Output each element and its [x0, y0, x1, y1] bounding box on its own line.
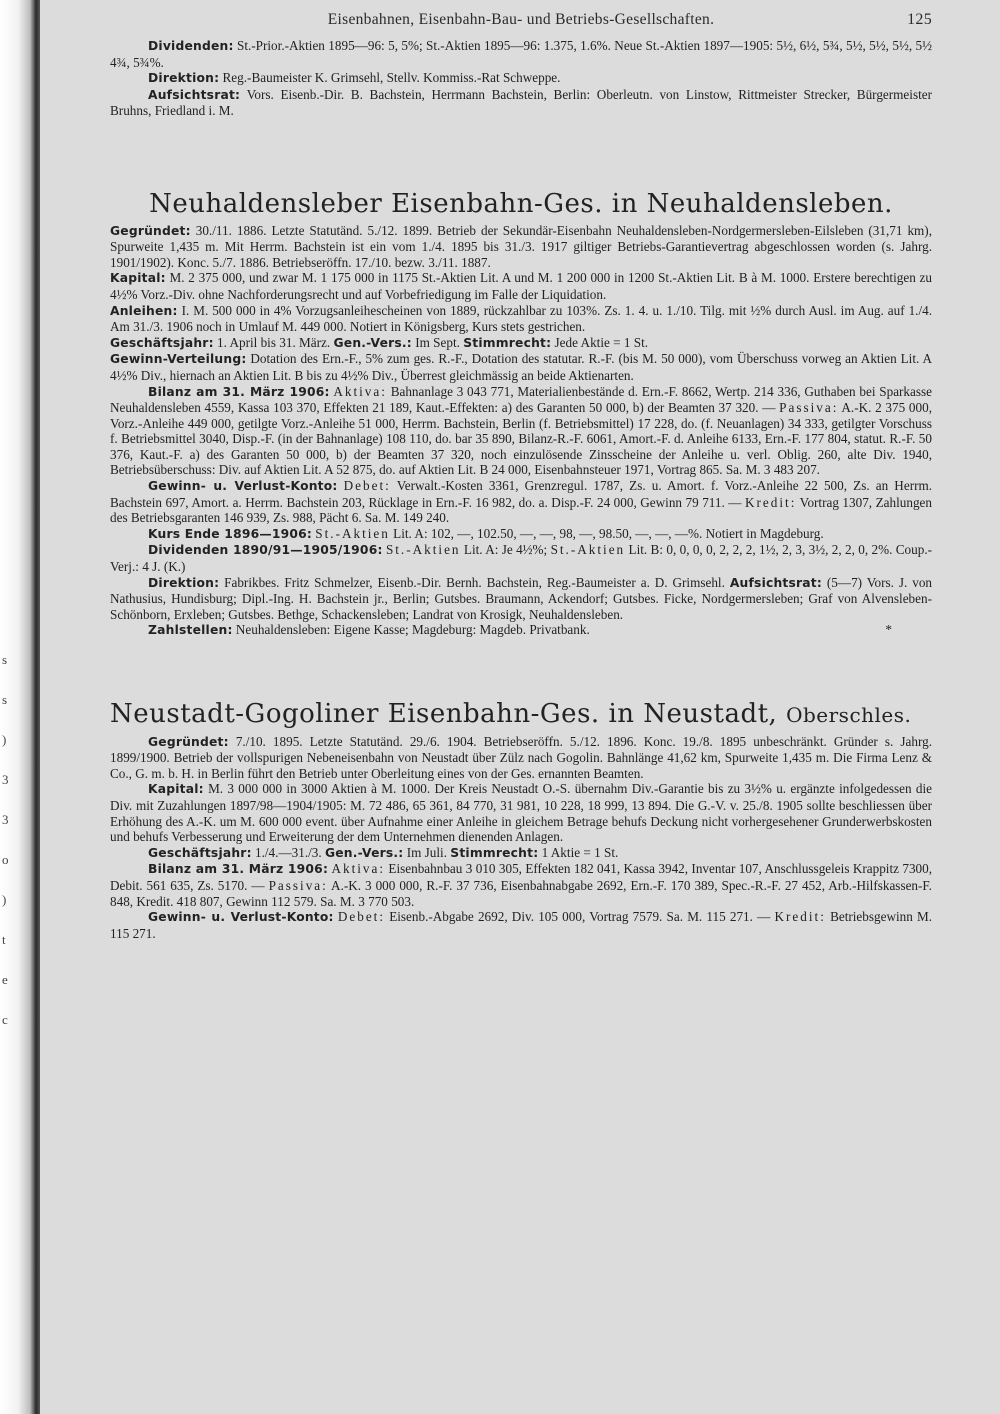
- field-text: Lit. B: 0, 0, 0, 0, 2, 2, 2, 1½, 2, 3, 3½, 2, 2, 0, 2%. Coup.-Verj.: 4 J. (K.): [110, 542, 933, 575]
- running-head-title: Eisenbahnen, Eisenbahn-Bau- und Betriebs-Gesellschaften.: [327, 11, 715, 28]
- edge-letter: c: [2, 1012, 8, 1027]
- zahlstellen: [110, 622, 932, 639]
- gegruendet: [110, 223, 932, 271]
- st-aktien-word: St.-Aktien: [550, 542, 626, 558]
- field-text: I. M. 500 000 in 4% Vorzugsanleihescheinen von 1889, rückzahlbar zu 103%. Zs. 1. 4. u. 1./10. Tilg. mit ½% durch Ausl. im Aug. auf 1./4. Am 31./3. 1906 noch in Umlauf M. 449 000. Notiert in Königsberg, Kurs stets gestrichen.: [110, 302, 933, 335]
- prev-aufsichtsrat: [110, 87, 932, 119]
- edge-letter: ): [2, 892, 7, 907]
- field-text: Lit. A: Je 4½%;: [463, 542, 548, 558]
- field-label: Gegründet:: [148, 734, 229, 749]
- edge-letter: ): [2, 732, 7, 747]
- field-text: Bahnanlage 3 043 771, Materialienbestände d. Ern.-F. 8662, Wertp. 214 336, Guthaben bei Sparkasse Neuhaldensleben 4559, Kassa 103 370, Effekten 21 189, Kaut.-Effekten: a) des Garanten 50 000, b) der Beamten 37 320. —: [110, 383, 932, 416]
- field-text: Eisenbahnbau 3 010 305, Effekten 182 041, Kassa 3942, Inventar 107, Anschlussgeleis Krappitz 7300, Debit. 561 635, Zs. 5170. —: [110, 861, 933, 893]
- field-label: Anleihen:: [110, 303, 178, 318]
- edge-letter: 3: [2, 772, 9, 787]
- gewinn-verlust-konto: [110, 909, 932, 941]
- field-text: 1./4.—31./3.: [255, 844, 322, 860]
- aktiva-word: Aktiva:: [333, 383, 387, 399]
- field-label: Kapital:: [148, 782, 204, 797]
- field-label: Dividenden:: [148, 39, 234, 53]
- kapital: [110, 270, 932, 302]
- edge-letter: 3: [2, 812, 9, 827]
- kapital: [110, 781, 932, 844]
- field-text: 1. April bis 31. März.: [217, 334, 331, 350]
- field-text: A.-K. 2 375 000, Vorz.-Anleihe 449 000, getilgte Vorz.-Anleihe 51 000, Herrm. Bachstein, Berlin (f. Betriebsmittel) 17 228, do. (f. Neuanlagen) 34 333, getilgter Vorschuss f. Betriebsmittel 3040, Disp.-F. (in der Bahnanlage) 108 110, do. bar 35 890, Bilanz-R.-F. 6061, Amort.-F. d. Anleihe 6133, Ern.-F. 177 804, statut. R.-F. 50 376, Kaut.-F. a) des Garanten 50 000, b) der Beamten 37 320, noch einzulösende Zinsscheine der Anleihe u. verl. Oblig. 260, alte Div. 1940, Betriebsüberschuss: Div. auf Aktien Lit. A 52 875, do. auf Aktien Lit. B 24 000, Eisenbahnsteuer 1971, Vortrag 865. Sa. M. 3 483 207.: [110, 400, 932, 478]
- field-text: Vortrag 1307, Zahlungen des Betriebsgaranten 146 939, Zs. 988, Pächt 6. Sa. M. 149 240.: [110, 494, 933, 526]
- field-label: Aufsichtsrat:: [729, 575, 822, 590]
- company-title-neustadt-gogolin: [110, 699, 932, 729]
- entry-neuhaldensleben: [110, 223, 932, 639]
- company-title-suffix: Oberschles.: [786, 703, 912, 727]
- field-label: Gen.-Vers.:: [333, 335, 412, 350]
- debet-word: Debet:: [337, 909, 385, 925]
- edge-letter: t: [2, 932, 6, 947]
- field-text: M. 2 375 000, und zwar M. 1 175 000 in 1175 St.-Aktien Lit. A und M. 1 200 000 in 1200 St.-Aktien Lit. B à M. 1000. Erstere berechtigen zu 4½% Vorz.-Div. ohne Nachforderungsrecht und auf Vorbefriedigung im Falle der Liquidation.: [110, 270, 932, 302]
- geschaeftsjahr-line: [110, 845, 932, 862]
- field-text: (5—7) Vors. J. von Nathusius, Hundisburg; Dipl.-Ing. H. Bachstein jr., Berlin; Gutsbes. Braumann, Ackendorf; Gutsbes. Ficke, Nordgermersleben; Graf von Alvensleben-Schönborn, Erxleben; Gutsbes. Bethge, Schackensleben; Landrat von Krosigk, Neuhaldensleben.: [110, 574, 933, 622]
- field-label: Stimmrecht:: [450, 845, 539, 860]
- field-label: Gen.-Vers.:: [324, 845, 404, 860]
- field-text: Im Sept.: [415, 334, 460, 350]
- field-text: Vors. Eisenb.-Dir. B. Bachstein, Herrmann Bachstein, Berlin: Oberleutn. von Linstow, Rittmeister Strecker, Bürgermeister Bruhns, Friedland i. M.: [110, 86, 932, 119]
- page-number: 125: [907, 11, 932, 28]
- field-text: Dotation des Ern.-F., 5% zum ges. R.-F., Dotation des statutar. R.-F. (bis M. 50 000), vom Überschuss vorweg an Aktien Lit. A 4½% Div., hiernach an Aktien Lit. B bis zu 4½% Div., Überrest gleichmässig an beide Aktienarten.: [110, 351, 933, 383]
- direktion-aufsichtsrat: [110, 575, 932, 623]
- debet-word: Debet:: [343, 478, 391, 494]
- bilanz: [110, 861, 932, 909]
- geschaeftsjahr-line: [110, 335, 932, 352]
- field-label: Direktion:: [148, 575, 220, 590]
- field-label: Gewinn-Verteilung:: [110, 352, 247, 367]
- field-text: 7./10. 1895. Letzte Statutänd. 29./6. 1904. Betriebseröffn. 5./12. 1896. Konc. 19./8. 1895 unbeschränkt. Gründer s. Jahrg. 1899/1900. Betrieb der vollspurigen Nebeneisenbahn von Neustadt über Zülz nach Gogolin. Bahnlänge 41,62 km, Spurweite 1,435 m. Die Firma Lenz & Co., G. m. b. H. in Berlin führt den Betrieb unter Oberleitung eines von der Ges. ernannten Beamten.: [110, 733, 932, 781]
- field-text: Im Juli.: [406, 844, 447, 860]
- field-text: Verwalt.-Kosten 3361, Grenzregul. 1787, Zs. u. Amort. f. Vorz.-Anleihe 22 500, Zs. an Herrm. Bachstein 697, Amort. a. Herrm. Bachstein 203, Rücklage in Ern.-F. 16 982, do. a. Disp.-F. 24 000, Gewinn 79 711. —: [110, 478, 933, 510]
- field-label: Aufsichtsrat:: [148, 87, 241, 102]
- footnote-star: *: [885, 622, 892, 638]
- passiva-word: Passiva:: [268, 877, 328, 893]
- company-title-main: Neustadt-Gogoliner Eisenbahn-Ges. in Neustadt,: [110, 699, 778, 729]
- field-label: Bilanz am 31. März 1906:: [148, 384, 330, 399]
- field-label: Bilanz am 31. März 1906:: [148, 862, 329, 877]
- running-head: [110, 12, 932, 38]
- kurs: [110, 526, 932, 543]
- bilanz: [110, 384, 932, 479]
- gewinn-verteilung: [110, 351, 932, 383]
- prev-direktion: [110, 70, 932, 87]
- entry-neustadt-gogolin: [110, 734, 932, 942]
- kredit-word: Kredit:: [745, 494, 797, 510]
- gewinn-verlust-konto: [110, 478, 932, 526]
- edge-letter: o: [2, 852, 9, 867]
- field-label: Direktion:: [148, 71, 220, 86]
- field-text: Reg.-Baumeister K. Grimsehl, Stellv. Kommiss.-Rat Schweppe.: [222, 70, 561, 86]
- field-label: Geschäftsjahr:: [110, 335, 214, 350]
- field-label: Zahlstellen:: [148, 623, 233, 638]
- field-text: Betriebsgewinn M. 115 271.: [110, 909, 933, 941]
- field-text: A.-K. 3 000 000, R.-F. 37 736, Eisenbahnabgabe 2692, Ern.-F. 170 389, Spec.-R.-F. 27 452, Arb.-Hilfskassen-F. 848, Kredit. 418 807, Gewinn 112 579. Sa. M. 3 770 503.: [110, 877, 932, 909]
- field-text: Fabrikbes. Fritz Schmelzer, Eisenb.-Dir. Bernh. Bachstein, Reg.-Baumeister a. D. Grimsehl.: [224, 574, 725, 590]
- dividenden: [110, 542, 932, 574]
- field-label: Dividenden 1890/91—1905/1906:: [148, 543, 383, 558]
- kredit-word: Kredit:: [774, 909, 826, 925]
- document-page: [110, 12, 932, 941]
- edge-letter: e: [2, 972, 8, 987]
- neighbouring-page-edge-letters: [2, 640, 14, 1040]
- field-text: M. 3 000 000 in 3000 Aktien à M. 1000. Der Kreis Neustadt O.-S. übernahm Div.-Garantie bis zu 3½% u. ergänzte infolgedessen die Div. mit Zuzahlungen 1897/98—1904/1905: M. 72 486, 65 361, 84 770, 31 981, 10 228, 18 999, 13 894. Die G.-V. v. 25./8. 1905 sollte beschliessen über Erhöhung des A.-K. um M. 600 000 event. über Aufnahme einer Anleihe in gleichem Betrage behufs Deckung nicht vorhergesehener Grunderwerbskosten und behufs Verbesserung und Erweiterung der dem Unternehmen dienenden Anlagen.: [110, 781, 932, 845]
- st-aktien-word: St.-Aktien: [315, 525, 390, 541]
- field-text: 30./11. 1886. Letzte Statutänd. 5./12. 1899. Betrieb der Sekundär-Eisenbahn Neuhaldensleben-Nordgermersleben-Eilsleben (31,71 km), Spurweite 1,435 m. Mit Herrm. Bachstein ist ein vom 1./4. 1895 bis 31./3. 1917 giltiger Betriebs-Garantievertrag abgeschlossen worden (s. Jahrg. 1901/1902). Konc. 5./7. 1886. Betriebseröffn. 17./10. bezw. 3./11. 1887.: [110, 222, 932, 270]
- anleihen: [110, 303, 932, 335]
- previous-entry-tail: [110, 38, 932, 119]
- field-text: St.-Prior.-Aktien 1895—96: 5, 5%; St.-Aktien 1895—96: 1.375, 1.6%. Neue St.-Aktien 1897—1905: 5½, 6½, 5¾, 5½, 5½, 5½, 5½ 4¾, 5¾%.: [110, 38, 933, 70]
- field-text: Lit. A: 102, —, 102.50, —, —, 98, —, 98.50, —, —, —%. Notiert in Magdeburg.: [393, 525, 824, 541]
- company-title-neuhaldensleben: Neuhaldensleber Eisenbahn-Ges. in Neuhaldensleben.: [149, 188, 893, 219]
- field-text: Neuhaldensleben: Eigene Kasse; Magdeburg: Magdeb. Privatbank.: [235, 622, 590, 638]
- field-label: Gegründet:: [110, 223, 191, 238]
- field-text: 1 Aktie = 1 St.: [541, 844, 619, 860]
- st-aktien-word: St.-Aktien: [385, 542, 461, 558]
- field-label: Kapital:: [110, 271, 166, 286]
- field-label: Kurs Ende 1896—1906:: [148, 526, 312, 541]
- prev-dividenden: [110, 38, 932, 70]
- field-text: Eisenb.-Abgabe 2692, Div. 105 000, Vortrag 7579. Sa. M. 115 271. —: [389, 909, 771, 925]
- field-label: Gewinn- u. Verlust-Konto:: [148, 910, 334, 925]
- gegruendet: [110, 734, 932, 782]
- field-label: Gewinn- u. Verlust-Konto:: [148, 479, 338, 494]
- edge-letter: s: [2, 692, 8, 707]
- passiva-word: Passiva:: [779, 400, 839, 416]
- edge-letter: s: [2, 652, 8, 667]
- field-label: Stimmrecht:: [463, 335, 552, 350]
- aktiva-word: Aktiva:: [331, 861, 386, 877]
- field-label: Geschäftsjahr:: [148, 845, 252, 860]
- field-text: Jede Aktie = 1 St.: [554, 334, 649, 350]
